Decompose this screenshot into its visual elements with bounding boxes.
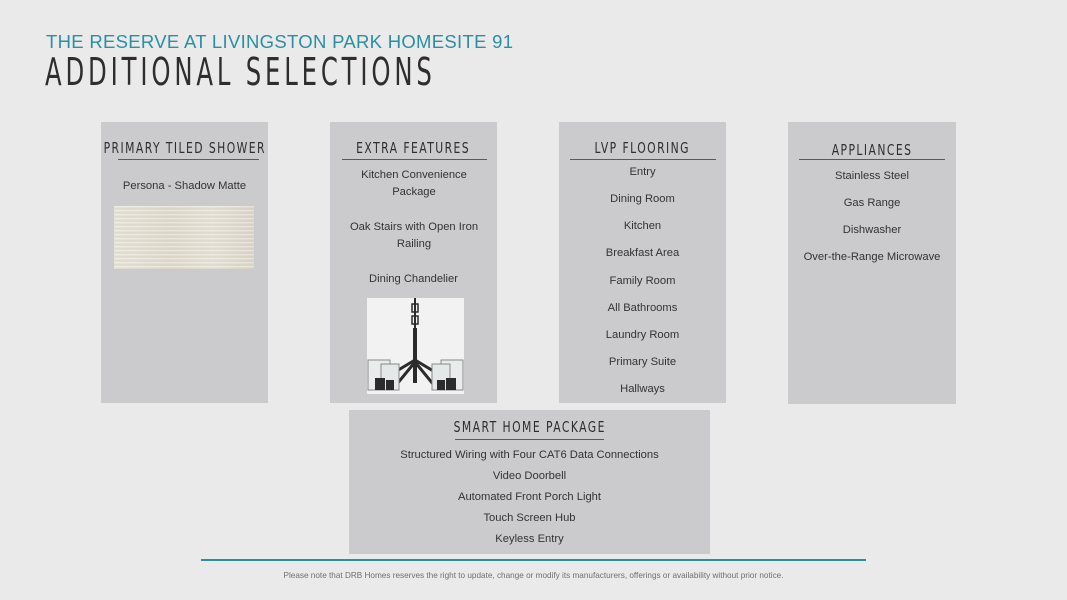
list-item: Automated Front Porch Light <box>457 491 602 503</box>
footer-divider <box>201 559 866 561</box>
panel-title: PRIMARY TILED SHOWER <box>103 139 266 157</box>
list-item: Family Room <box>609 275 676 287</box>
list-item: Kitchen <box>623 220 662 232</box>
panel-title: SMART HOME PACKAGE <box>453 418 606 436</box>
tile-swatch-image <box>114 206 254 269</box>
list-item: Entry <box>629 166 656 178</box>
panel-divider <box>118 159 259 160</box>
panel-divider <box>342 159 487 160</box>
list-item: Dining Room <box>610 193 675 205</box>
panel-appliances <box>788 122 956 404</box>
panel-title: LVP FLOORING <box>594 139 691 157</box>
list-item: Touch Screen Hub <box>483 512 576 524</box>
panel-divider <box>799 159 945 160</box>
list-item: Video Doorbell <box>492 470 567 482</box>
list-item: Laundry Room <box>605 329 680 341</box>
list-item: Kitchen Convenience Package <box>361 169 467 198</box>
list-item: Stainless Steel <box>834 170 909 182</box>
list-item: Structured Wiring with Four CAT6 Data Connections <box>400 449 659 461</box>
panel-smart-home-package <box>349 410 710 554</box>
list-item: Dishwasher <box>842 224 902 236</box>
list-item: All Bathrooms <box>607 302 678 314</box>
panel-primary-tiled-shower <box>101 122 268 403</box>
chandelier-image <box>367 298 464 394</box>
list-item: Dining Chandelier <box>369 273 458 285</box>
page-subtitle: THE RESERVE AT LIVINGSTON PARK HOMESITE 91 <box>46 31 514 52</box>
list-item: Oak Stairs with Open Iron Railing <box>349 221 479 250</box>
panel-extra-features <box>330 122 497 403</box>
list-item: Gas Range <box>843 197 901 209</box>
page-title: ADDITIONAL SELECTIONS <box>45 50 436 94</box>
footer-disclaimer: Please note that DRB Homes reserves the right to update, change or modify its manufacturers, offerings or availability without prior notice. <box>283 571 784 580</box>
list-item: Hallways <box>620 383 665 395</box>
panel-divider <box>455 439 604 440</box>
list-item: Keyless Entry <box>495 533 564 545</box>
list-item: Breakfast Area <box>605 247 680 259</box>
panel-title: EXTRA FEATURES <box>356 139 471 157</box>
panel-lvp-flooring <box>559 122 726 403</box>
panel-title: APPLIANCES <box>831 141 913 159</box>
list-item: Over-the-Range Microwave <box>803 251 941 263</box>
list-item: Persona - Shadow Matte <box>122 180 247 192</box>
list-item: Primary Suite <box>608 356 677 368</box>
panel-divider <box>570 159 716 160</box>
